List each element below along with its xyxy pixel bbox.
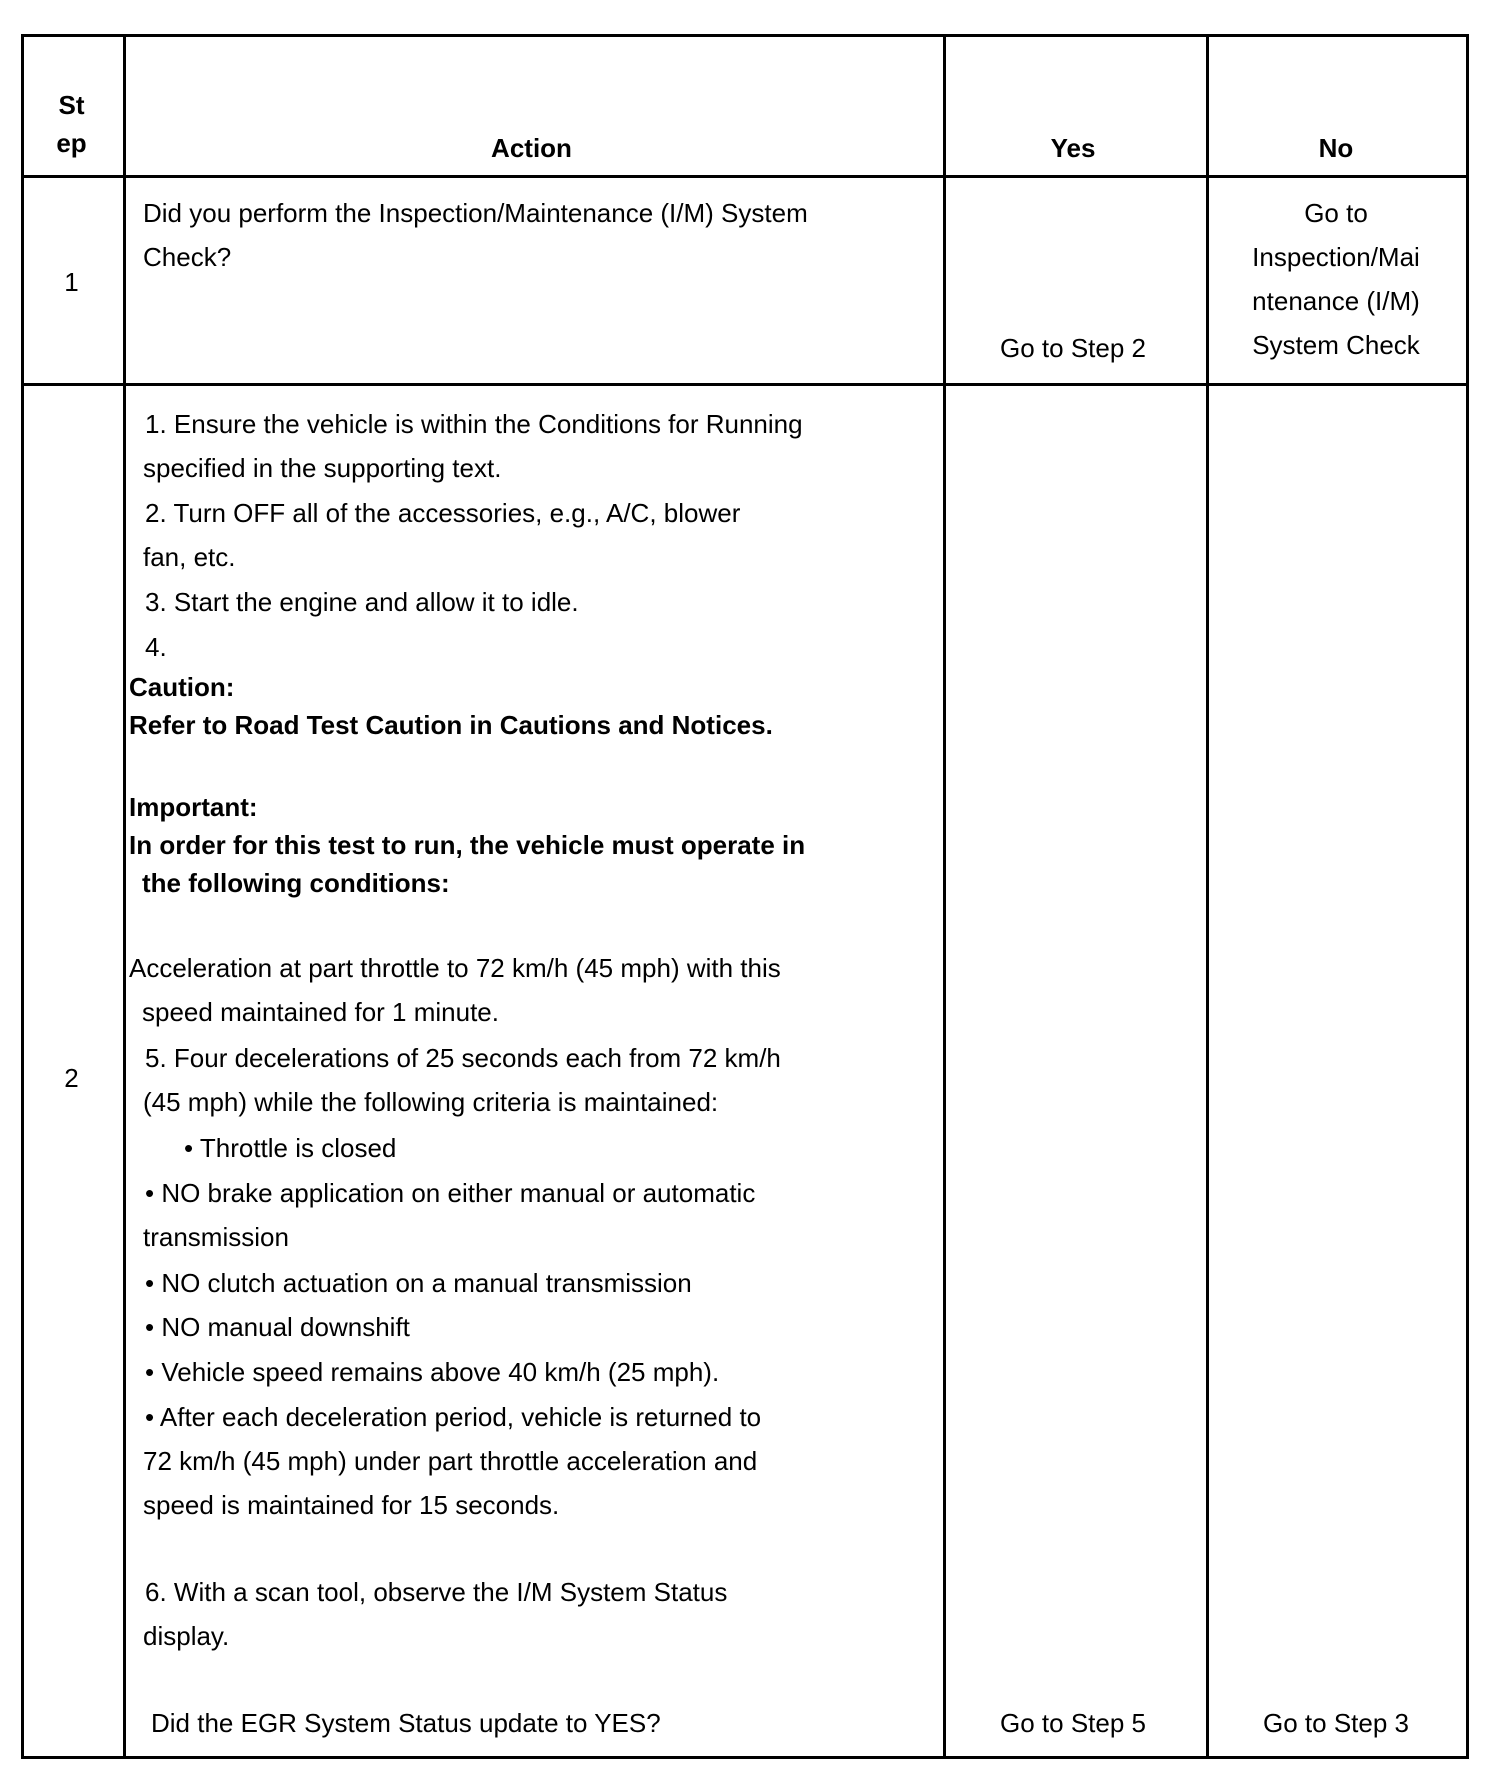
bullet-speed: • Vehicle speed remains above 40 km/h (25 mph). — [145, 1357, 720, 1387]
header-step: St ep — [56, 90, 87, 158]
row2-item-3: 3. Start the engine and allow it to idle. — [145, 587, 579, 617]
bullet-brake: • NO brake application on either manual or automatic transmission — [143, 1178, 756, 1252]
column-divider — [943, 37, 946, 1756]
row2-no: Go to Step 3 — [1263, 1708, 1409, 1738]
important-text: In order for this test to run, the vehicle must operate in the following conditions: — [129, 830, 806, 898]
acceleration-condition: Acceleration at part throttle to 72 km/h (45 mph) with this speed maintained for 1 minute. — [129, 953, 781, 1027]
row2-step: 2 — [64, 1063, 79, 1093]
bullet-clutch: • NO clutch actuation on a manual transmission — [145, 1268, 692, 1298]
caution-text: Refer to Road Test Caution in Cautions and Notices. — [129, 710, 773, 740]
row2-item-1: 1. Ensure the vehicle is within the Conditions for Running specified in the supporting text. — [143, 409, 803, 483]
bullet-downshift: • NO manual downshift — [145, 1312, 410, 1342]
header-no: No — [1318, 133, 1354, 163]
row2-question: Did the EGR System Status update to YES? — [151, 1708, 661, 1738]
row2-yes: Go to Step 5 — [1000, 1708, 1146, 1738]
row-divider — [24, 175, 1466, 178]
row1-action: Did you perform the Inspection/Maintenance (I/M) System Check? — [143, 198, 808, 272]
important-title: Important: — [129, 792, 258, 822]
row-divider — [24, 383, 1466, 386]
row2-item-4: 4. — [145, 632, 167, 662]
row2-item-2: 2. Turn OFF all of the accessories, e.g., A/C, blower fan, etc. — [143, 498, 741, 572]
caution-title: Caution: — [129, 672, 235, 702]
header-yes: Yes — [1050, 133, 1096, 163]
row2-item-6: 6. With a scan tool, observe the I/M System Status display. — [143, 1577, 728, 1651]
bullet-after: • After each deceleration period, vehicle is returned to 72 km/h (45 mph) under part throttle acceleration and speed is maintained for 15 seconds. — [143, 1402, 762, 1520]
row1-no: Go to Inspection/Mai ntenance (I/M) System Check — [1252, 198, 1420, 360]
row1-yes: Go to Step 2 — [1000, 333, 1146, 363]
header-action: Action — [491, 133, 572, 163]
column-divider — [123, 37, 126, 1756]
bullet-throttle: • Throttle is closed — [184, 1133, 397, 1163]
row2-item-5: 5. Four decelerations of 25 seconds each from 72 km/h (45 mph) while the following criteria is maintained: — [143, 1043, 781, 1117]
row1-step: 1 — [64, 267, 79, 297]
